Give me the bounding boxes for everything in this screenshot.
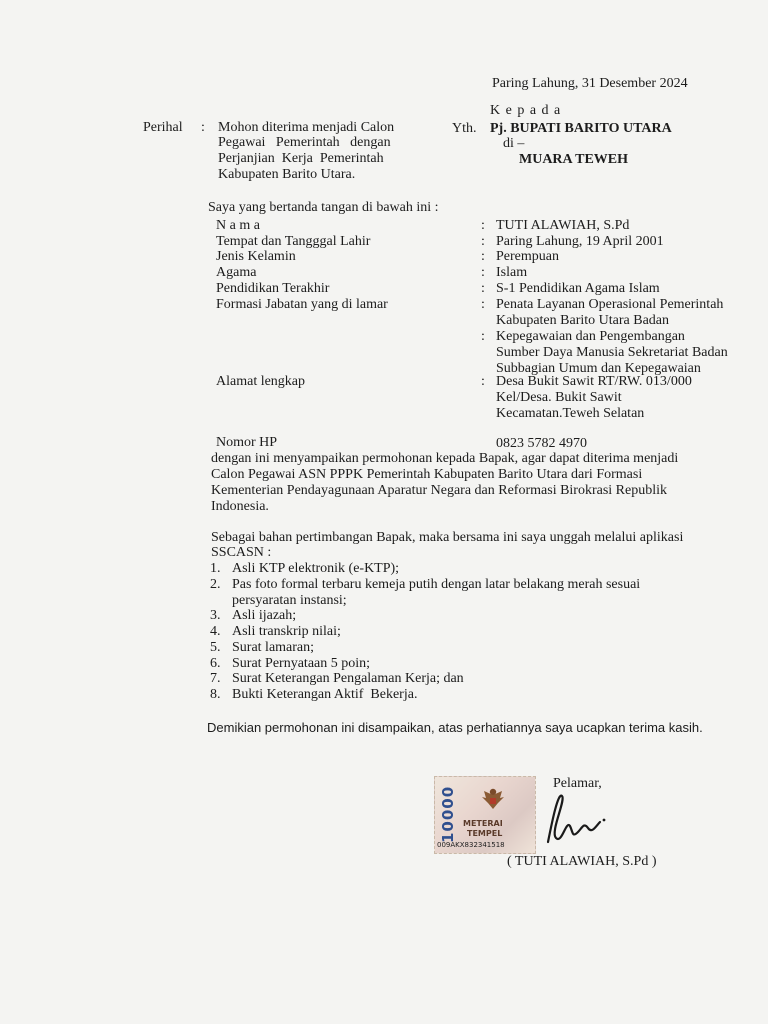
field-colon: : bbox=[481, 329, 485, 344]
field-value-name: TUTI ALAWIAH, S.Pd bbox=[496, 218, 630, 233]
field-value-phone: 0823 5782 4970 bbox=[496, 436, 587, 451]
attachment-text: Surat Pernyataan 5 poin; bbox=[232, 656, 371, 671]
field-colon: : bbox=[481, 218, 485, 233]
field-value-gender: Perempuan bbox=[496, 249, 559, 264]
place-date: Paring Lahung, 31 Desember 2024 bbox=[492, 76, 688, 91]
field-label-phone: Nomor HP bbox=[216, 435, 278, 450]
kepada-label: K e p a d a bbox=[490, 103, 562, 118]
field-label-name: N a m a bbox=[216, 218, 260, 233]
body-line: Indonesia. bbox=[211, 499, 269, 514]
attachment-number: 4. bbox=[210, 624, 221, 639]
stamp-value: 10000 bbox=[439, 785, 457, 843]
subject-line: Mohon diterima menjadi Calon bbox=[218, 120, 395, 135]
field-label-gender: Jenis Kelamin bbox=[216, 249, 296, 264]
closing-text: Demikian permohonan ini disampaikan, atas perhatiannya saya ucapkan terima kasih. bbox=[207, 720, 703, 735]
field-value-education: S-1 Pendidikan Agama Islam bbox=[496, 281, 660, 296]
attachment-text: Surat lamaran; bbox=[232, 640, 315, 655]
attachment-text: Asli transkrip nilai; bbox=[232, 624, 341, 639]
attachment-number: 1. bbox=[210, 561, 221, 576]
attachment-text: persyaratan instansi; bbox=[232, 593, 347, 608]
attachment-text: Asli KTP elektronik (e-KTP); bbox=[232, 561, 400, 576]
body-line: dengan ini menyampaikan permohonan kepada Bapak, agar dapat diterima menjadi bbox=[211, 451, 679, 466]
recipient-name: Pj. BUPATI BARITO UTARA bbox=[490, 121, 672, 136]
subject-line: Kabupaten Barito Utara. bbox=[218, 167, 356, 182]
attachment-number: 5. bbox=[210, 640, 221, 655]
attachment-text: Asli ijazah; bbox=[232, 608, 297, 623]
field-colon: : bbox=[481, 249, 485, 264]
stamp-label: METERAI bbox=[463, 819, 503, 828]
attachment-number: 2. bbox=[210, 577, 221, 592]
attachment-text: Surat Keterangan Pengalaman Kerja; dan bbox=[232, 671, 464, 686]
attachment-number: 3. bbox=[210, 608, 221, 623]
intro-text: Saya yang bertanda tangan di bawah ini : bbox=[208, 200, 439, 215]
address-line: Kecamatan.Teweh Selatan bbox=[496, 406, 645, 421]
body-line: Calon Pegawai ASN PPPK Pemerintah Kabupaten Barito Utara dari Formasi bbox=[211, 467, 643, 482]
address-line: Kel/Desa. Bukit Sawit bbox=[496, 390, 622, 405]
address-line: Desa Bukit Sawit RT/RW. 013/000 bbox=[496, 374, 692, 389]
subject-line: Perjanjian Kerja Pemerintah bbox=[218, 151, 384, 166]
field-value-religion: Islam bbox=[496, 265, 528, 280]
garuda-emblem-icon bbox=[479, 785, 507, 813]
field-label-address: Alamat lengkap bbox=[216, 374, 306, 389]
signoff-label: Pelamar, bbox=[553, 776, 602, 791]
formation-extra-line: Kepegawaian dan Pengembangan bbox=[496, 329, 685, 344]
body-line: Kementerian Pendayagunaan Aparatur Negara dan Reformasi Birokrasi Republik bbox=[211, 483, 668, 498]
field-label-education: Pendidikan Terakhir bbox=[216, 281, 330, 296]
subject-line: Pegawai Pemerintah dengan bbox=[218, 135, 391, 150]
signer-name: ( TUTI ALAWIAH, S.Pd ) bbox=[507, 854, 657, 869]
field-colon: : bbox=[481, 234, 485, 249]
subject-colon: : bbox=[201, 120, 205, 135]
signature-icon bbox=[540, 782, 610, 852]
field-colon: : bbox=[481, 265, 485, 280]
field-colon: : bbox=[481, 281, 485, 296]
recipient-di: di – bbox=[503, 136, 525, 151]
attachment-text: Bukti Keterangan Aktif Bekerja. bbox=[232, 687, 418, 702]
field-label-religion: Agama bbox=[216, 265, 257, 280]
subject-label: Perihal bbox=[143, 120, 183, 135]
field-value-birth: Paring Lahung, 19 April 2001 bbox=[496, 234, 664, 249]
formation-extra-line: Subbagian Umum dan Kepegawaian bbox=[496, 361, 701, 376]
attachment-number: 7. bbox=[210, 671, 221, 686]
field-label-formation: Formasi Jabatan yang di lamar bbox=[216, 297, 388, 312]
stamp-label: TEMPEL bbox=[467, 829, 503, 838]
recipient-place: MUARA TEWEH bbox=[519, 152, 629, 167]
field-value-formation: Penata Layanan Operasional Pemerintah bbox=[496, 297, 724, 312]
body-line: SSCASN : bbox=[211, 545, 272, 560]
field-colon: : bbox=[481, 297, 485, 312]
yth-label: Yth. bbox=[452, 121, 477, 136]
meterai-stamp bbox=[434, 776, 536, 854]
formation-extra-line: Sumber Daya Manusia Sekretariat Badan bbox=[496, 345, 728, 360]
stamp-serial: 009AKX832341518 bbox=[437, 841, 505, 849]
attachment-number: 6. bbox=[210, 656, 221, 671]
field-colon: : bbox=[481, 374, 485, 389]
body-line: Sebagai bahan pertimbangan Bapak, maka bersama ini saya unggah melalui aplikasi bbox=[211, 530, 684, 545]
field-value-formation-cont: Kabupaten Barito Utara Badan bbox=[496, 313, 669, 328]
attachment-text: Pas foto formal terbaru kemeja putih dengan latar belakang merah sesuai bbox=[232, 577, 641, 592]
attachment-number: 8. bbox=[210, 687, 221, 702]
field-label-birth: Tempat dan Tangggal Lahir bbox=[216, 234, 371, 249]
